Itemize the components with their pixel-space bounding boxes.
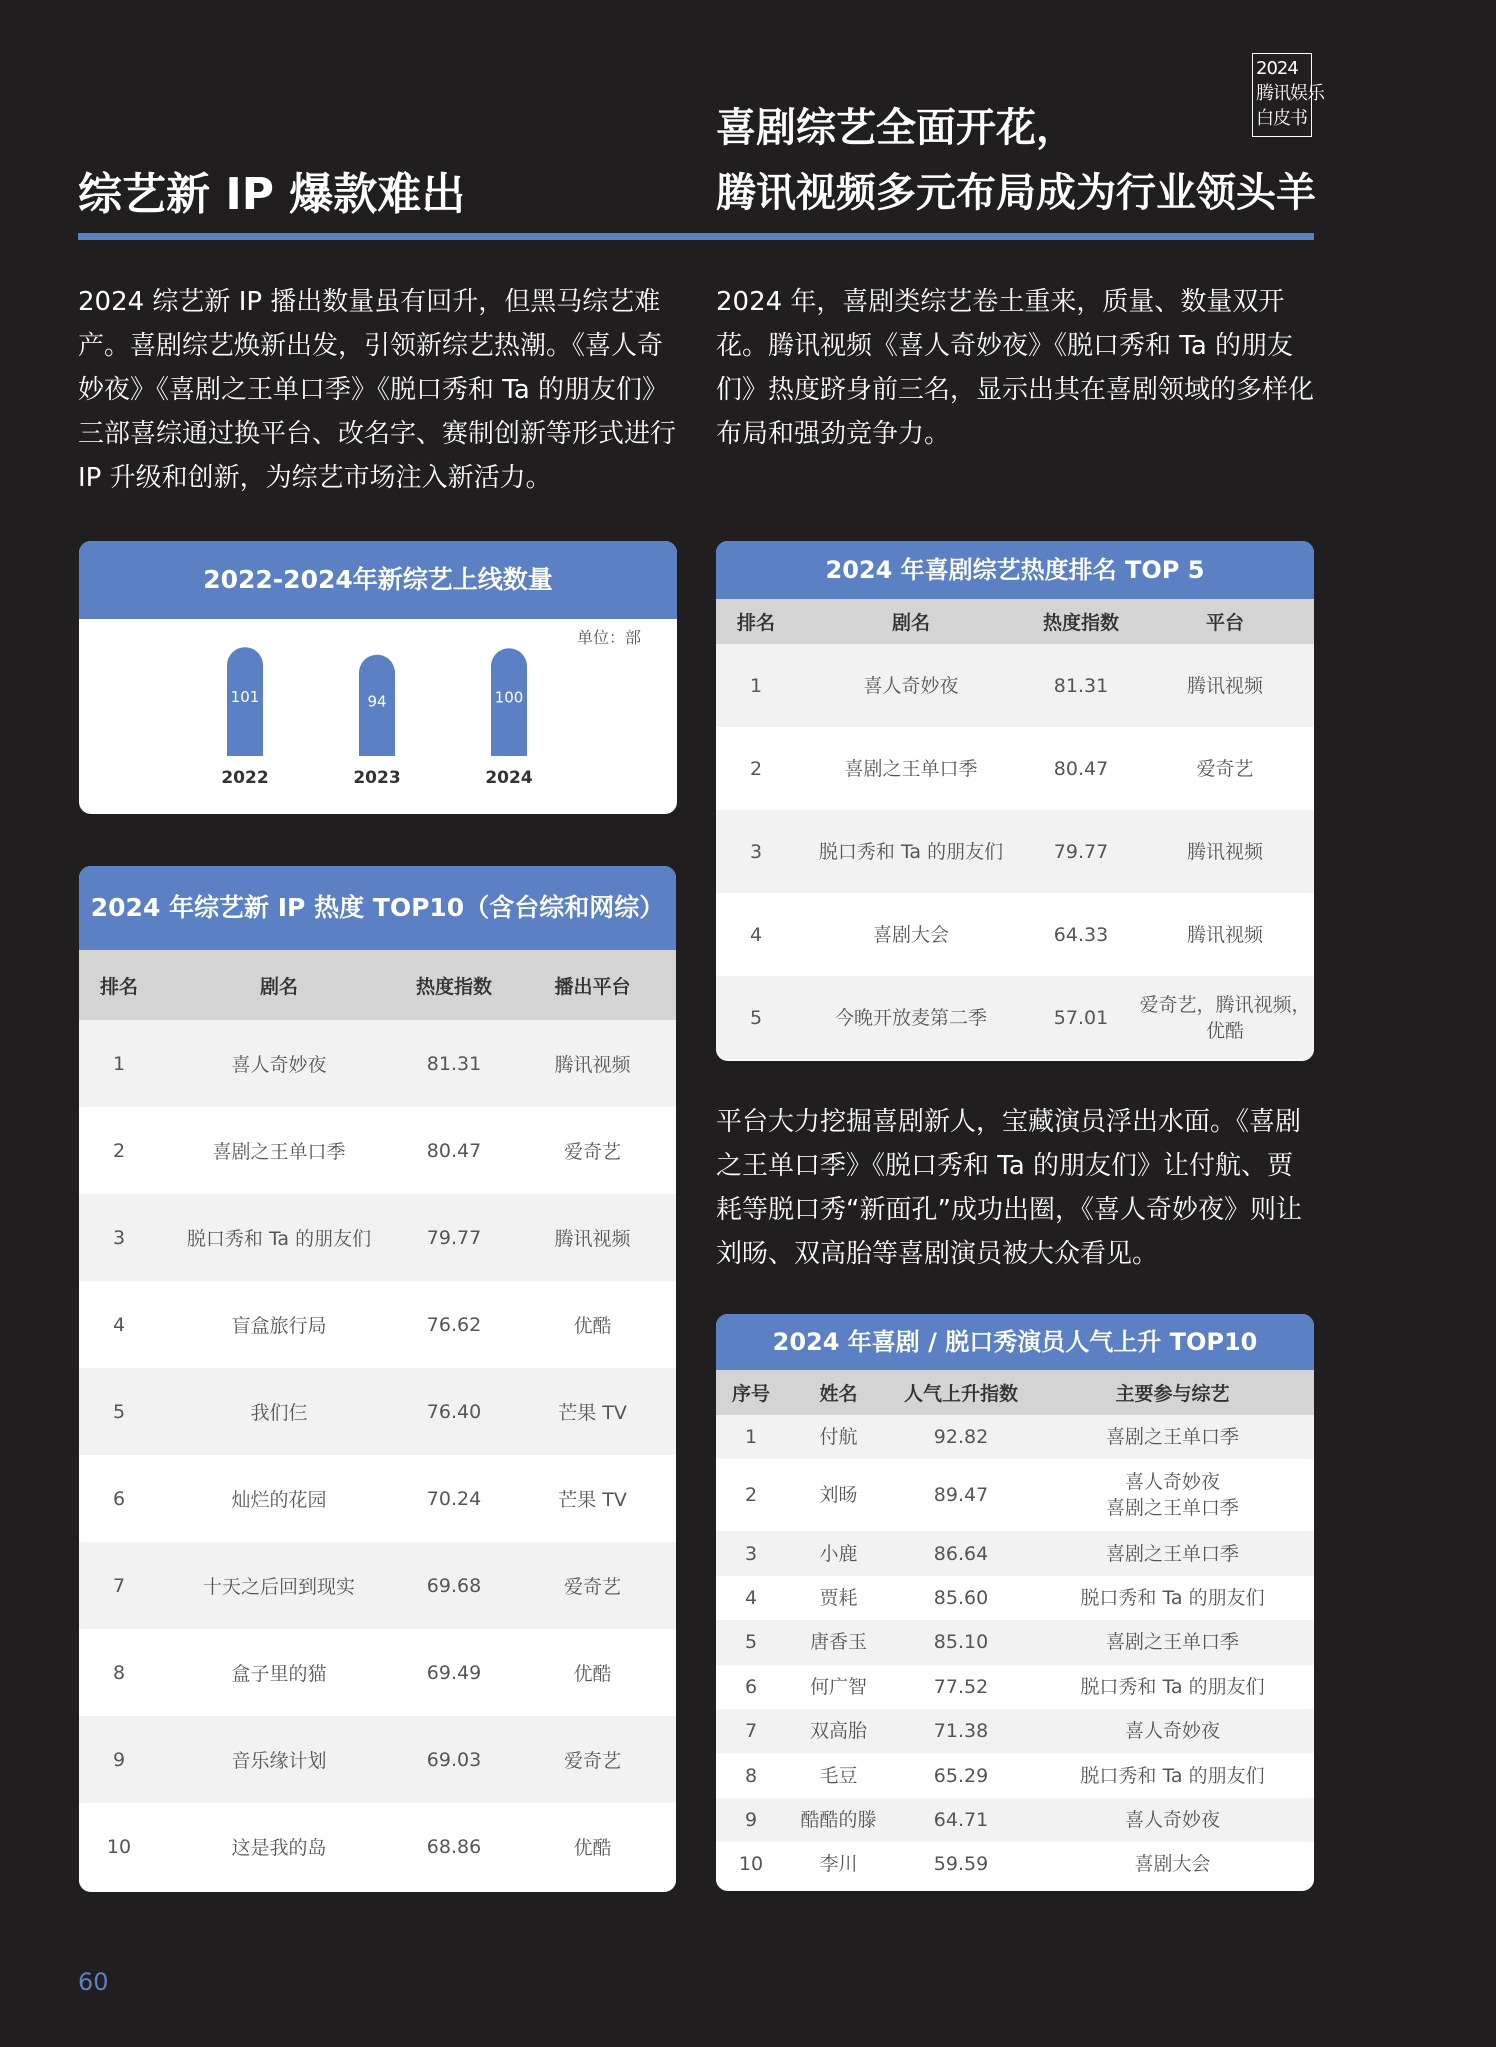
actor-top10-card (716, 1314, 1314, 1891)
table-row (79, 1629, 676, 1716)
table-row (79, 1716, 676, 1803)
t10-cell: 69.68 (399, 1542, 509, 1629)
act-cell: 毛豆 (786, 1753, 891, 1797)
t5-cell: 81.31 (1026, 644, 1136, 727)
section-title-right (716, 96, 1316, 226)
t5-cell: 3 (716, 810, 796, 893)
page-number: 60 (78, 1968, 109, 1996)
act-cell: 刘旸 (786, 1459, 891, 1531)
t5-cell: 爱奇艺，腾讯视频， 优酷 (1136, 976, 1314, 1059)
act-cell: 6 (716, 1665, 786, 1709)
t10-cell: 芒果 TV (509, 1368, 676, 1455)
t5-cell: 57.01 (1026, 976, 1136, 1059)
t10-cell: 1 (79, 1020, 159, 1107)
act-header-2: 人气上升指数 (891, 1370, 1031, 1415)
intro-paragraph-right: 2024 年，喜剧类综艺卷土重来，质量、数量双开花。腾讯视频《喜人奇妙夜》《脱口秀和 Ta 的朋友们》热度跻身前三名，显示出其在喜剧领域的多样化布局和强劲竞争力。 (716, 287, 1315, 449)
t10-cell: 优酷 (509, 1281, 676, 1368)
table-row (79, 1107, 676, 1194)
table-row (716, 893, 1314, 976)
t10-cell: 爱奇艺 (509, 1107, 676, 1194)
act-cell: 脱口秀和 Ta 的朋友们 (1031, 1753, 1314, 1797)
act-cell: 59.59 (891, 1842, 1031, 1886)
t10-header-1: 剧名 (159, 950, 399, 1020)
t10-cell: 喜剧之王单口季 (159, 1107, 399, 1194)
table-row (79, 1542, 676, 1629)
t10-header-2: 热度指数 (399, 950, 509, 1020)
new-variety-count-chart-card (79, 541, 677, 814)
t10-cell: 喜人奇妙夜 (159, 1020, 399, 1107)
t10-cell: 腾讯视频 (509, 1020, 676, 1107)
t10-cell: 灿烂的花园 (159, 1455, 399, 1542)
act-cell: 何广智 (786, 1665, 891, 1709)
t10-cell: 68.86 (399, 1803, 509, 1890)
act-cell: 89.47 (891, 1459, 1031, 1531)
act-cell: 9 (716, 1798, 786, 1842)
t10-cell: 爱奇艺 (509, 1716, 676, 1803)
act-cell: 喜人奇妙夜 喜剧之王单口季 (1031, 1459, 1314, 1531)
t10-cell: 盲盒旅行局 (159, 1281, 399, 1368)
t5-cell: 喜人奇妙夜 (796, 644, 1026, 727)
chart-title: 2022-2024年新综艺上线数量 (79, 541, 677, 619)
t5-cell: 脱口秀和 Ta 的朋友们 (796, 810, 1026, 893)
comedy-top5-card (716, 541, 1314, 1061)
badge-year: 2024 (1256, 58, 1298, 79)
badge-type: 白皮书 (1256, 108, 1307, 129)
act-cell: 喜剧之王单口季 (1031, 1620, 1314, 1664)
t10-cell: 9 (79, 1716, 159, 1803)
t5-cell: 腾讯视频 (1136, 893, 1314, 976)
table-row (716, 1798, 1314, 1842)
act-cell: 小鹿 (786, 1531, 891, 1575)
t10-cell: 这是我的岛 (159, 1803, 399, 1890)
table-row (716, 1576, 1314, 1620)
t10-cell: 3 (79, 1194, 159, 1281)
act-cell: 双高胎 (786, 1709, 891, 1753)
t10-cell: 69.03 (399, 1716, 509, 1803)
table-row (79, 1020, 676, 1107)
t10-cell: 76.62 (399, 1281, 509, 1368)
t10-cell: 76.40 (399, 1368, 509, 1455)
section-title-right-line1: 喜剧综艺全面开花， (716, 105, 1076, 151)
act-cell: 喜人奇妙夜 (1031, 1709, 1314, 1753)
table-row (716, 1665, 1314, 1709)
act-cell: 4 (716, 1576, 786, 1620)
table-row (716, 1753, 1314, 1797)
actors-title: 2024 年喜剧 / 脱口秀演员人气上升 TOP10 (716, 1314, 1314, 1370)
bar-value-label: 100 (494, 688, 524, 707)
table-row (79, 1455, 676, 1542)
act-cell: 酷酷的滕 (786, 1798, 891, 1842)
new-ip-top10-card (79, 866, 676, 1892)
act-cell: 3 (716, 1531, 786, 1575)
t5-cell: 爱奇艺 (1136, 727, 1314, 810)
t10-cell: 4 (79, 1281, 159, 1368)
table-row (716, 1531, 1314, 1575)
t5-cell: 今晚开放麦第二季 (796, 976, 1026, 1059)
act-cell: 唐香玉 (786, 1620, 891, 1664)
act-cell: 付航 (786, 1415, 891, 1459)
intro-paragraph-left: 2024 综艺新 IP 播出数量虽有回升，但黑马综艺难产。喜剧综艺焕新出发，引领新综艺热潮。《喜人奇妙夜》《喜剧之王单口季》《脱口秀和 Ta 的朋友们》三部喜综通过换平台、改名字、赛制创新等形式进行 IP 升级和创新，为综艺市场注入新活力。 (78, 287, 677, 493)
bar-value-label: 94 (367, 692, 387, 711)
t5-cell: 2 (716, 727, 796, 810)
t5-cell: 喜剧大会 (796, 893, 1026, 976)
bar-chart (79, 619, 677, 814)
t10-cell: 81.31 (399, 1020, 509, 1107)
act-cell: 86.64 (891, 1531, 1031, 1575)
act-cell: 喜剧大会 (1031, 1842, 1314, 1886)
section-title-left: 综艺新 IP 爆款难出 (78, 169, 466, 220)
table-row (716, 644, 1314, 727)
t5-cell: 5 (716, 976, 796, 1059)
x-tick-label: 2023 (353, 768, 401, 788)
table-row (716, 1415, 1314, 1459)
act-header-1: 姓名 (786, 1370, 891, 1415)
t5-cell: 腾讯视频 (1136, 644, 1314, 727)
t10-cell: 芒果 TV (509, 1455, 676, 1542)
top10-title: 2024 年综艺新 IP 热度 TOP10（含台综和网综） (79, 866, 676, 950)
t10-cell: 优酷 (509, 1803, 676, 1890)
top5-table (716, 599, 1314, 1059)
t10-cell: 腾讯视频 (509, 1194, 676, 1281)
t5-cell: 79.77 (1026, 810, 1136, 893)
table-row (79, 1368, 676, 1455)
t5-header-2: 热度指数 (1026, 599, 1136, 644)
act-cell: 喜人奇妙夜 (1031, 1798, 1314, 1842)
act-cell: 脱口秀和 Ta 的朋友们 (1031, 1576, 1314, 1620)
t5-header-0: 排名 (716, 599, 796, 644)
table-row (716, 1709, 1314, 1753)
act-cell: 李川 (786, 1842, 891, 1886)
act-cell: 脱口秀和 Ta 的朋友们 (1031, 1665, 1314, 1709)
act-cell: 喜剧之王单口季 (1031, 1531, 1314, 1575)
t5-cell: 4 (716, 893, 796, 976)
act-cell: 贾耗 (786, 1576, 891, 1620)
talent-paragraph: 平台大力挖掘喜剧新人，宝藏演员浮出水面。《喜剧之王单口季》《脱口秀和 Ta 的朋友们》让付航、贾耗等脱口秀“新面孔”成功出圈，《喜人奇妙夜》则让刘旸、双高胎等喜剧演员被大众看见。 (716, 1107, 1302, 1269)
act-cell: 77.52 (891, 1665, 1031, 1709)
act-cell: 92.82 (891, 1415, 1031, 1459)
t10-cell: 7 (79, 1542, 159, 1629)
top10-table (79, 950, 676, 1890)
x-tick-label: 2022 (221, 768, 269, 788)
table-row (716, 1459, 1314, 1531)
t5-cell: 64.33 (1026, 893, 1136, 976)
t10-cell: 69.49 (399, 1629, 509, 1716)
badge-brand: 腾讯娱乐 (1256, 83, 1324, 104)
table-row (716, 1842, 1314, 1886)
act-header-3: 主要参与综艺 (1031, 1370, 1314, 1415)
bar-value-label: 101 (230, 688, 260, 707)
t5-cell: 喜剧之王单口季 (796, 727, 1026, 810)
t5-header-3: 平台 (1136, 599, 1314, 644)
t10-cell: 5 (79, 1368, 159, 1455)
t5-cell: 腾讯视频 (1136, 810, 1314, 893)
t10-cell: 爱奇艺 (509, 1542, 676, 1629)
t5-cell: 1 (716, 644, 796, 727)
t10-header-3: 播出平台 (509, 950, 676, 1020)
t10-cell: 2 (79, 1107, 159, 1194)
act-cell: 85.60 (891, 1576, 1031, 1620)
section-title-right-line2: 腾讯视频多元布局成为行业领头羊 (716, 170, 1316, 216)
act-cell: 71.38 (891, 1709, 1031, 1753)
table-row (79, 1803, 676, 1890)
act-cell: 7 (716, 1709, 786, 1753)
t10-cell: 10 (79, 1803, 159, 1890)
act-cell: 8 (716, 1753, 786, 1797)
act-cell: 2 (716, 1459, 786, 1531)
table-row (716, 1620, 1314, 1664)
t10-cell: 80.47 (399, 1107, 509, 1194)
table-row (79, 1281, 676, 1368)
t10-cell: 优酷 (509, 1629, 676, 1716)
act-header-0: 序号 (716, 1370, 786, 1415)
table-row (716, 727, 1314, 810)
table-row (79, 1194, 676, 1281)
x-tick-label: 2024 (485, 768, 533, 788)
t5-header-1: 剧名 (796, 599, 1026, 644)
t10-cell: 6 (79, 1455, 159, 1542)
t5-cell: 80.47 (1026, 727, 1136, 810)
t10-cell: 音乐缘计划 (159, 1716, 399, 1803)
t10-cell: 我们仨 (159, 1368, 399, 1455)
t10-cell: 8 (79, 1629, 159, 1716)
act-cell: 65.29 (891, 1753, 1031, 1797)
act-cell: 85.10 (891, 1620, 1031, 1664)
t10-cell: 70.24 (399, 1455, 509, 1542)
act-cell: 喜剧之王单口季 (1031, 1415, 1314, 1459)
header-divider (78, 233, 1314, 240)
table-row (716, 810, 1314, 893)
t10-header-0: 排名 (79, 950, 159, 1020)
top5-title: 2024 年喜剧综艺热度排名 TOP 5 (716, 541, 1314, 599)
act-cell: 10 (716, 1842, 786, 1886)
t10-cell: 十天之后回到现实 (159, 1542, 399, 1629)
t10-cell: 脱口秀和 Ta 的朋友们 (159, 1194, 399, 1281)
act-cell: 5 (716, 1620, 786, 1664)
act-cell: 1 (716, 1415, 786, 1459)
chart-unit-label: 单位：部 (576, 628, 641, 647)
t10-cell: 79.77 (399, 1194, 509, 1281)
act-cell: 64.71 (891, 1798, 1031, 1842)
t10-cell: 盒子里的猫 (159, 1629, 399, 1716)
table-row (716, 976, 1314, 1059)
actors-table (716, 1370, 1314, 1887)
